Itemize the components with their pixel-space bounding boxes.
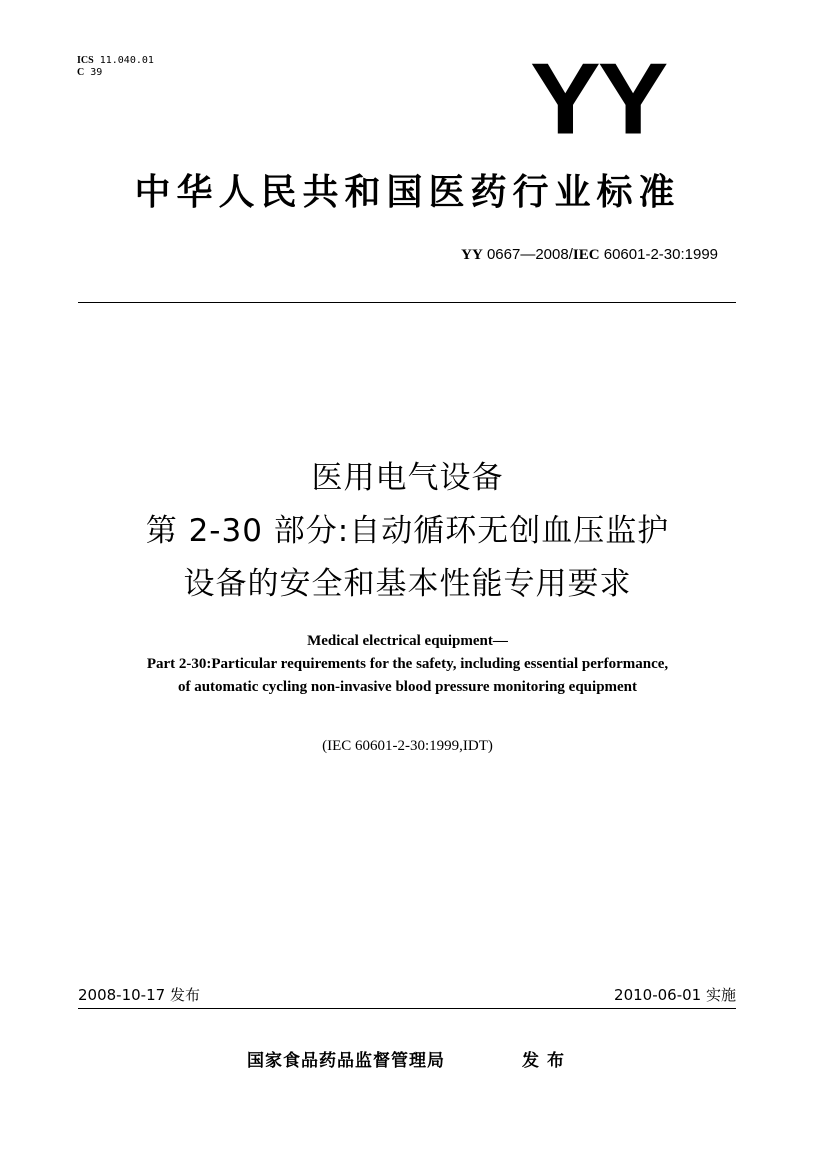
- ics-classification: [77, 55, 154, 79]
- header-divider: [78, 302, 736, 303]
- standard-number-iec: 60601-2-30:1999: [603, 246, 718, 263]
- standard-number-iec-prefix: IEC: [572, 247, 600, 263]
- standard-number-main: 0667—2008/: [486, 246, 573, 263]
- english-title: [0, 630, 815, 699]
- standard-number-prefix: YY: [461, 247, 483, 263]
- standard-number: [461, 246, 718, 264]
- implementation-date: 2010-06-01 实施: [614, 986, 736, 1004]
- ics-prefix: ICS: [77, 55, 94, 66]
- chinese-title-line-3: 设备的安全和基本性能专用要求: [183, 566, 632, 602]
- chinese-title-line-1: 医用电气设备: [311, 460, 504, 496]
- chinese-title-line-2: 第 2-30 部分:自动循环无创血压监护: [145, 513, 670, 549]
- english-title-line-3: of automatic cycling non-invasive blood pressure monitoring equipment: [177, 679, 638, 695]
- issue-date: 2008-10-17 发布: [78, 986, 200, 1004]
- standard-category-title: 中华人民共和国医药行业标准: [134, 172, 681, 213]
- ccs-prefix: C: [77, 67, 85, 78]
- ccs-code: 39: [90, 67, 103, 78]
- standard-logo: YY: [530, 43, 666, 156]
- ics-line: [77, 55, 154, 67]
- english-title-line-2: Part 2-30:Particular requirements for the safety, including essential performance,: [146, 656, 669, 672]
- publisher-name: 国家食品药品监督管理局: [247, 1051, 445, 1071]
- equivalence-note: (IEC 60601-2-30:1999,IDT): [322, 738, 493, 754]
- publisher-action: 发布: [522, 1051, 572, 1071]
- ccs-line: [77, 67, 154, 79]
- english-title-line-1: Medical electrical equipment—: [307, 633, 508, 649]
- ics-code: 11.040.01: [99, 55, 154, 66]
- footer-divider: [78, 1008, 736, 1009]
- chinese-title: [0, 452, 815, 611]
